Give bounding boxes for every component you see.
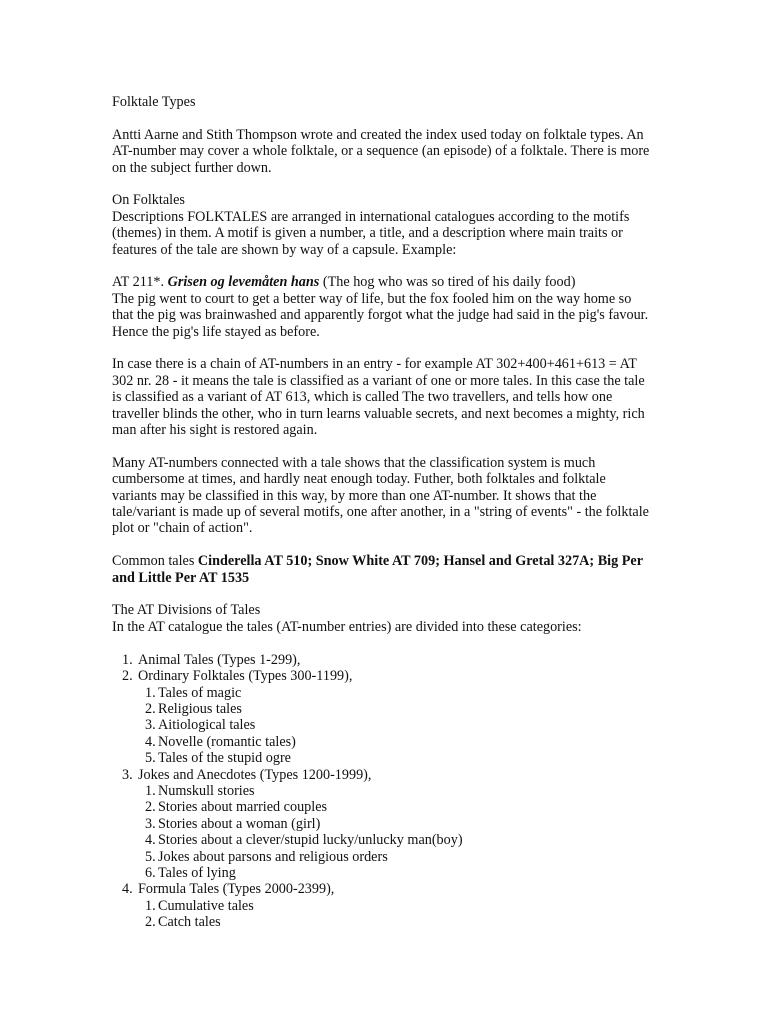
subcategory-label: Stories about a clever/stupid lucky/unlucky man(boy) [158, 832, 463, 849]
subcategory-item [112, 849, 652, 865]
divisions-list [112, 652, 652, 931]
example-at-number: AT 211*. [112, 274, 168, 291]
subcategory-number: 4. [145, 733, 156, 750]
subcategory-label: Religious tales [158, 700, 242, 717]
category-number: 4. [122, 881, 133, 898]
divisions-paragraph: In the AT catalogue the tales (AT-number entries) are divided into these categories: [112, 618, 582, 635]
subcategory-list [112, 898, 652, 931]
subcategory-number: 4. [145, 832, 156, 849]
category-item [112, 652, 652, 668]
subcategory-item [112, 832, 652, 848]
subcategory-list [112, 685, 652, 767]
intro-paragraph: Antti Aarne and Stith Thompson wrote and created the index used today on folktale types. An AT-number may cover a whole folktale, or a sequence (an episode) of a folktale. There is more on the subject further down. [112, 126, 650, 176]
subcategory-item [112, 865, 652, 881]
subcategory-label: Tales of lying [158, 864, 236, 881]
subcategory-number: 5. [145, 750, 156, 767]
subcategory-label: Tales of the stupid ogre [158, 750, 291, 767]
subcategory-number: 1. [145, 782, 156, 799]
subcategory-item [112, 750, 652, 766]
subcategory-item [112, 701, 652, 717]
divisions-list-wrap [112, 652, 652, 931]
subcategory-list [112, 783, 652, 881]
example-translation: (The hog who was so tired of his daily food) [319, 274, 576, 291]
example-title: Grisen og levemåten hans [167, 274, 320, 291]
subcategory-label: Numskull stories [158, 782, 255, 799]
category-item [112, 668, 652, 684]
subcategory-item [112, 734, 652, 750]
subcategory-item [112, 914, 652, 930]
category-label: Jokes and Anecdotes (Types 1200-1999), [138, 766, 372, 783]
category-number: 1. [122, 651, 133, 668]
subcategory-label: Tales of magic [158, 684, 242, 701]
subcategory-item [112, 783, 652, 799]
category-item [112, 881, 652, 897]
subcategory-number: 5. [145, 848, 156, 865]
chain-paragraph: In case there is a chain of AT-numbers in an entry - for example AT 302+400+461+613 = AT 302 nr. 28 - it means the tale is classified as a variant of one or more tales. In this case the tale is classified as a variant of AT 613, which is called The two travellers, and tells how one traveller blinds the other, who in turn learns valuable secrets, and next becomes a mighty, rich man after his sight is restored again. [112, 356, 645, 439]
subcategory-number: 2. [145, 700, 156, 717]
category-label: Animal Tales (Types 1-299), [138, 651, 301, 668]
category-number: 2. [122, 668, 133, 685]
category-label: Ordinary Folktales (Types 300-1199), [138, 668, 353, 685]
subcategory-number: 3. [145, 815, 156, 832]
example-heading [112, 274, 652, 290]
on-folktales-heading: On Folktales [112, 192, 185, 209]
subcategory-item [112, 799, 652, 815]
subcategory-label: Novelle (romantic tales) [158, 733, 296, 750]
example-paragraph: The pig went to court to get a better way of life, but the fox fooled him on the way home so that the pig was brainwashed and apparently forgot what the judge had said in the pig's favour. Hence the pig's life stayed as before. [112, 290, 649, 340]
document-body [112, 94, 652, 931]
category-item [112, 767, 652, 783]
subcategory-label: Aitiological tales [158, 717, 256, 734]
subcategory-label: Catch tales [158, 914, 221, 931]
subcategory-number: 1. [145, 897, 156, 914]
subcategory-number: 1. [145, 684, 156, 701]
common-tales-paragraph [112, 553, 652, 586]
category-number: 3. [122, 766, 133, 783]
subcategory-number: 2. [145, 799, 156, 816]
subcategory-label: Stories about married couples [158, 799, 328, 816]
subcategory-item [112, 816, 652, 832]
common-tales-label: Common tales [112, 553, 198, 570]
subcategory-number: 2. [145, 914, 156, 931]
divisions-heading: The AT Divisions of Tales [112, 602, 261, 619]
on-folktales-paragraph: Descriptions FOLKTALES are arranged in international catalogues according to the motifs (themes) in them. A motif is given a number, a title, and a description where main traits or features of the tale are shown by way of a capsule. Example: [112, 208, 630, 258]
subcategory-item [112, 898, 652, 914]
subcategory-label: Stories about a woman (girl) [158, 815, 321, 832]
subcategory-number: 6. [145, 864, 156, 881]
subcategory-label: Cumulative tales [158, 897, 254, 914]
subcategory-label: Jokes about parsons and religious orders [158, 848, 388, 865]
subcategory-item [112, 685, 652, 701]
common-tales-list: Cinderella AT 510; Snow White AT 709; Hansel and Gretal 327A; Big Per and Little Per AT 1535 [112, 553, 643, 586]
subcategory-number: 3. [145, 717, 156, 734]
many-numbers-paragraph: Many AT-numbers connected with a tale shows that the classification system is much cumbersome at times, and hardly neat enough today. Futher, both folktales and folktale variants may be classified in this way, by more than one AT-number. It shows that the tale/variant is made up of several motifs, one after another, in a "string of events" - the folktale plot or "chain of action". [112, 454, 649, 537]
category-label: Formula Tales (Types 2000-2399), [138, 881, 335, 898]
page-title: Folktale Types [112, 94, 196, 110]
subcategory-item [112, 717, 652, 733]
